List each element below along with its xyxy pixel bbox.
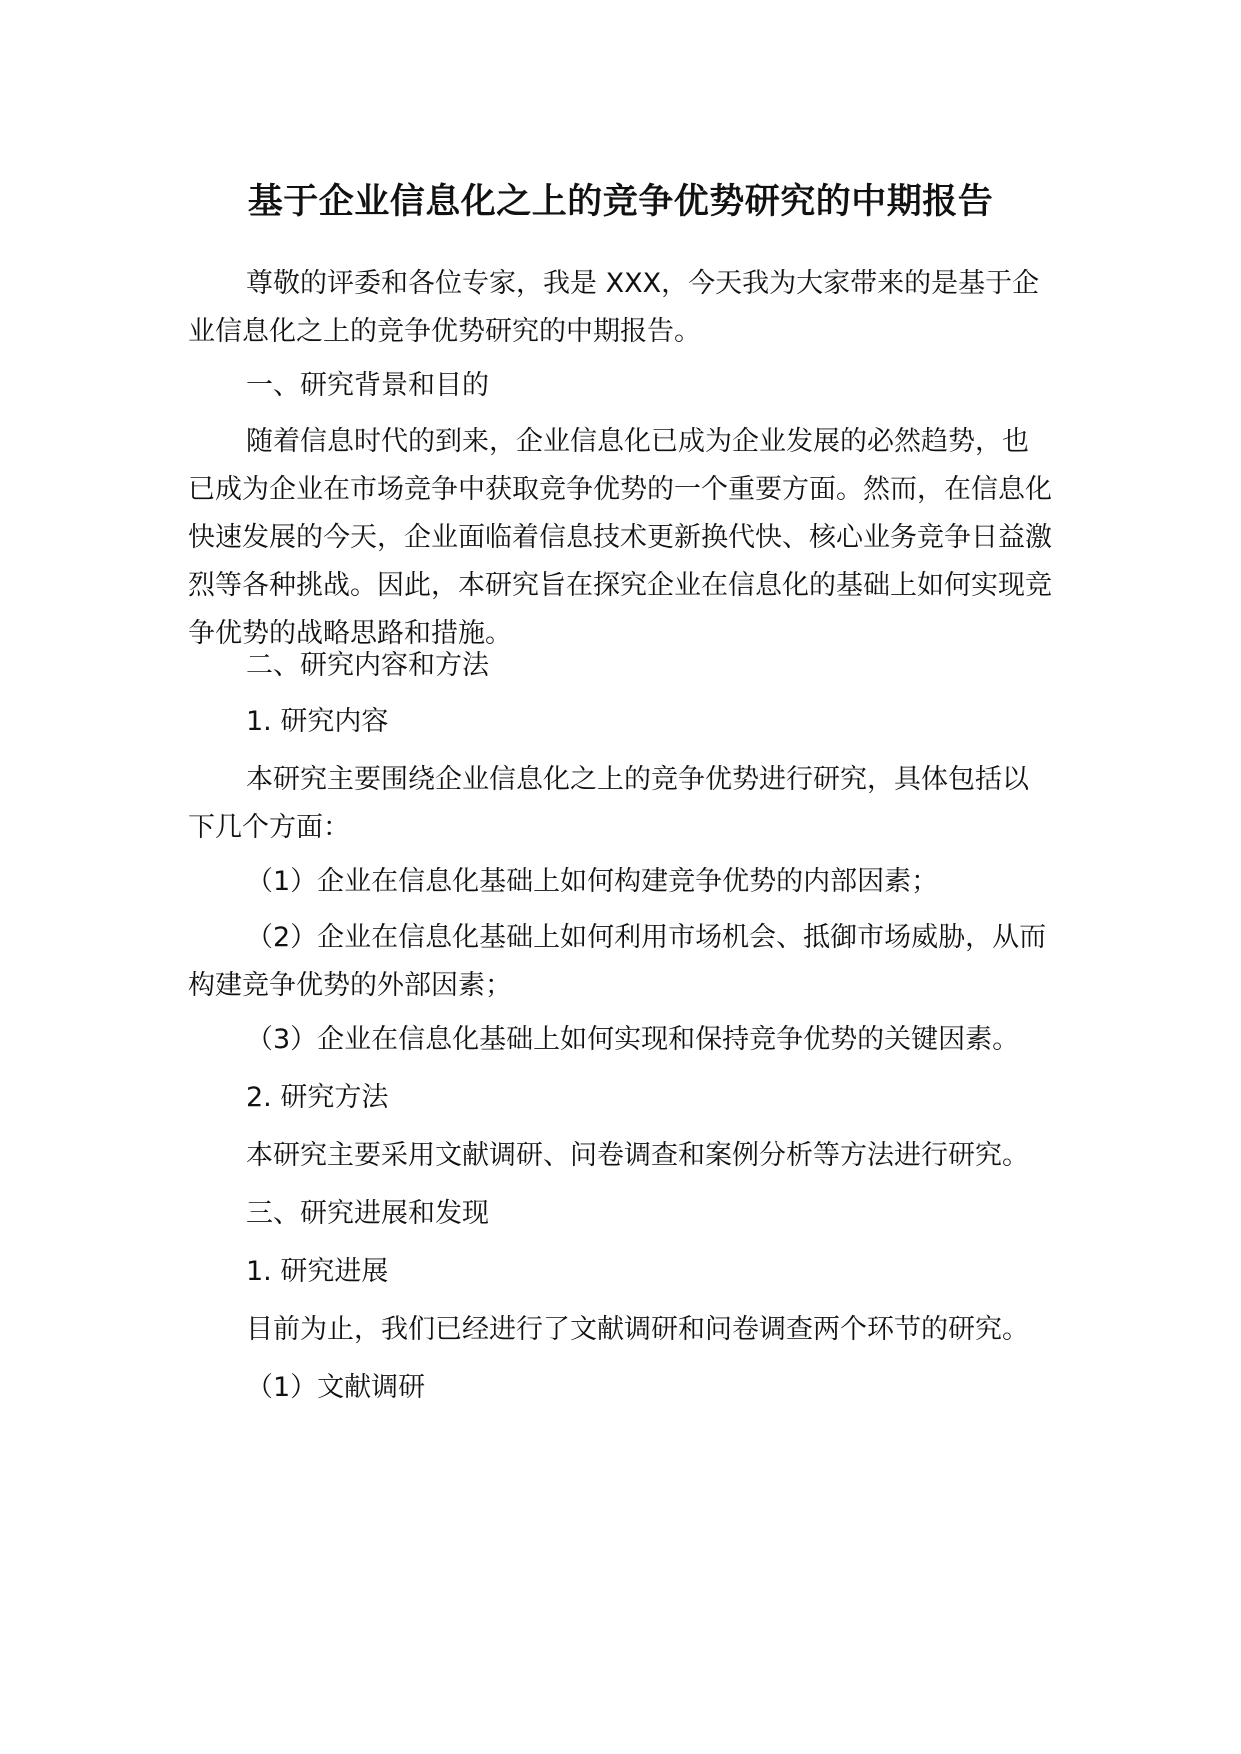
paragraph-greeting: 尊敬的评委和各位专家，我是 XXX，今天我为大家带来的是基于企业信息化之上的竞争优势研究的中期报告。 [188,268,1040,347]
list-item-3: （3）企业在信息化基础上如何实现和保持竞争优势的关键因素。 [246,1024,1020,1055]
subheading-research-progress: 1. 研究进展 [246,1256,389,1287]
heading-section-2: 二、研究内容和方法 [246,650,489,681]
paragraph-background: 随着信息时代的到来，企业信息化已成为企业发展的必然趋势，也已成为企业在市场竞争中获取竞争优势的一个重要方面。然而，在信息化快速发展的今天，企业面临着信息技术更新换代快、核心业务竞争日益激烈等各种挑战。因此，本研究旨在探究企业在信息化的基础上如何实现竞争优势的战略思路和措施。 [188,426,1052,649]
document-title: 基于企业信息化之上的竞争优势研究的中期报告 [247,182,994,222]
list-item-1: （1）企业在信息化基础上如何构建竞争优势的内部因素； [246,866,939,897]
paragraph-progress: 目前为止，我们已经进行了文献调研和问卷调查两个环节的研究。 [246,1314,1029,1345]
subheading-research-content: 1. 研究内容 [246,706,389,737]
paragraph-content-intro: 本研究主要围绕企业信息化之上的竞争优势进行研究，具体包括以下几个方面： [188,764,1029,843]
heading-section-1: 一、研究背景和目的 [246,370,489,401]
subheading-research-method: 2. 研究方法 [246,1082,389,1113]
list-item-literature: （1）文献调研 [246,1372,426,1403]
heading-section-3: 三、研究进展和发现 [246,1198,489,1229]
list-item-2: （2）企业在信息化基础上如何利用市场机会、抵御市场威胁，从而构建竞争优势的外部因素； [188,922,1047,1001]
paragraph-method: 本研究主要采用文献调研、问卷调查和案例分析等方法进行研究。 [246,1140,1029,1171]
